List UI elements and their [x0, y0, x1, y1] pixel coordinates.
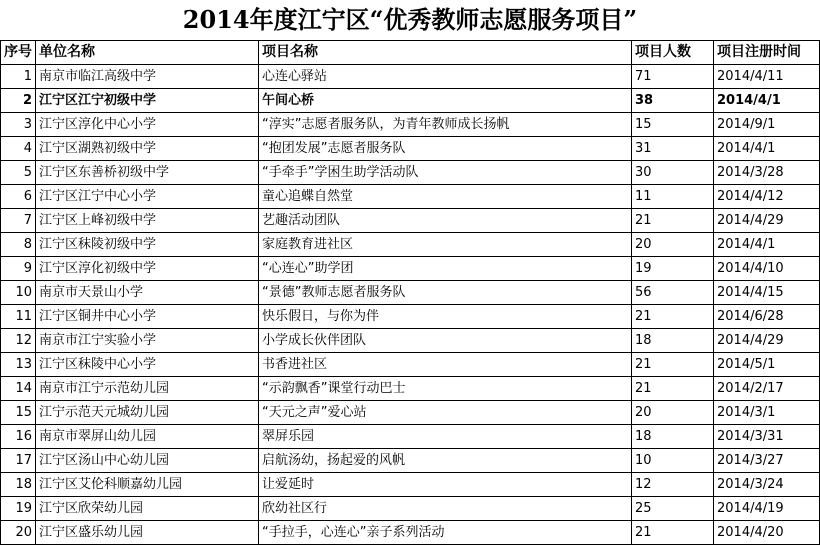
cell-count[interactable]: 20 — [632, 233, 714, 257]
table-row — [1, 353, 820, 377]
cell-project[interactable]: “天元之声”爱心站 — [259, 401, 632, 425]
cell-count[interactable]: 21 — [632, 377, 714, 401]
cell-date[interactable]: 2014/3/27 — [714, 449, 820, 473]
cell-unit[interactable]: 江宁区秣陵中心小学 — [36, 353, 259, 377]
cell-index[interactable]: 13 — [1, 353, 36, 377]
cell-date[interactable]: 2014/5/1 — [714, 353, 820, 377]
cell-unit[interactable]: 江宁区江宁初级中学 — [36, 89, 259, 113]
cell-index[interactable]: 20 — [1, 521, 36, 545]
cell-index[interactable]: 14 — [1, 377, 36, 401]
cell-unit[interactable]: 江宁区铜井中心小学 — [36, 305, 259, 329]
header-date[interactable]: 项目注册时间 — [714, 41, 820, 65]
table-row — [1, 281, 820, 305]
cell-date[interactable]: 2014/4/29 — [714, 329, 820, 353]
cell-unit[interactable]: 江宁区淳化中心小学 — [36, 113, 259, 137]
table-row — [1, 305, 820, 329]
cell-unit[interactable]: 江宁区江宁中心小学 — [36, 185, 259, 209]
cell-index[interactable]: 6 — [1, 185, 36, 209]
cell-date[interactable]: 2014/3/1 — [714, 401, 820, 425]
cell-date[interactable]: 2014/4/1 — [714, 233, 820, 257]
cell-unit[interactable]: 江宁区秣陵初级中学 — [36, 233, 259, 257]
projects-table — [0, 40, 820, 545]
cell-count[interactable]: 11 — [632, 185, 714, 209]
cell-count[interactable]: 21 — [632, 209, 714, 233]
table-row — [1, 401, 820, 425]
cell-index[interactable]: 8 — [1, 233, 36, 257]
table-row — [1, 329, 820, 353]
cell-date[interactable]: 2014/4/12 — [714, 185, 820, 209]
cell-unit[interactable]: 南京市江宁实验小学 — [36, 329, 259, 353]
cell-count[interactable]: 38 — [632, 89, 714, 113]
cell-unit[interactable]: 江宁区湖熟初级中学 — [36, 137, 259, 161]
cell-project[interactable]: 午间心桥 — [259, 89, 632, 113]
cell-index[interactable]: 11 — [1, 305, 36, 329]
cell-project[interactable]: “抱团发展”志愿者服务队 — [259, 137, 632, 161]
header-row — [1, 41, 820, 65]
cell-unit[interactable]: 江宁区盛乐幼儿园 — [36, 521, 259, 545]
cell-date[interactable]: 2014/4/11 — [714, 65, 820, 89]
cell-index[interactable]: 1 — [1, 65, 36, 89]
cell-count[interactable]: 25 — [632, 497, 714, 521]
cell-unit[interactable]: 南京市翠屏山幼儿园 — [36, 425, 259, 449]
cell-project[interactable]: 童心追蝶自然堂 — [259, 185, 632, 209]
cell-date[interactable]: 2014/3/28 — [714, 161, 820, 185]
cell-project[interactable]: 心连心驿站 — [259, 65, 632, 89]
cell-unit[interactable]: 南京市天景山小学 — [36, 281, 259, 305]
cell-project[interactable]: 家庭教育进社区 — [259, 233, 632, 257]
table-row — [1, 113, 820, 137]
cell-project[interactable]: 欣幼社区行 — [259, 497, 632, 521]
cell-date[interactable]: 2014/4/29 — [714, 209, 820, 233]
table-row — [1, 449, 820, 473]
cell-unit[interactable]: 江宁区淳化初级中学 — [36, 257, 259, 281]
cell-index[interactable]: 3 — [1, 113, 36, 137]
table-row — [1, 65, 820, 89]
cell-index[interactable]: 15 — [1, 401, 36, 425]
page-title: 2014年度江宁区“优秀教师志愿服务项目” — [182, 5, 638, 34]
cell-date[interactable]: 2014/4/15 — [714, 281, 820, 305]
table-row — [1, 377, 820, 401]
cell-count[interactable]: 71 — [632, 65, 714, 89]
table-row — [1, 425, 820, 449]
table-row — [1, 233, 820, 257]
cell-unit[interactable]: 江宁区汤山中心幼儿园 — [36, 449, 259, 473]
cell-index[interactable]: 9 — [1, 257, 36, 281]
cell-count[interactable]: 21 — [632, 521, 714, 545]
cell-unit[interactable]: 江宁区欣荣幼儿园 — [36, 497, 259, 521]
cell-count[interactable]: 31 — [632, 137, 714, 161]
table-row — [1, 473, 820, 497]
cell-count[interactable]: 19 — [632, 257, 714, 281]
cell-count[interactable]: 21 — [632, 305, 714, 329]
cell-unit[interactable]: 江宁示范天元城幼儿园 — [36, 401, 259, 425]
cell-date[interactable]: 2014/4/19 — [714, 497, 820, 521]
table-row — [1, 257, 820, 281]
cell-unit[interactable]: 江宁区东善桥初级中学 — [36, 161, 259, 185]
cell-index[interactable]: 16 — [1, 425, 36, 449]
table-row — [1, 89, 820, 113]
cell-date[interactable]: 2014/9/1 — [714, 113, 820, 137]
cell-project[interactable]: 艺趣活动团队 — [259, 209, 632, 233]
cell-date[interactable]: 2014/4/20 — [714, 521, 820, 545]
cell-index[interactable]: 10 — [1, 281, 36, 305]
cell-date[interactable]: 2014/3/24 — [714, 473, 820, 497]
cell-index[interactable]: 12 — [1, 329, 36, 353]
cell-date[interactable]: 2014/4/10 — [714, 257, 820, 281]
cell-project[interactable]: 快乐假日，与你为伴 — [259, 305, 632, 329]
cell-date[interactable]: 2014/2/17 — [714, 377, 820, 401]
cell-project[interactable]: 翠屏乐园 — [259, 425, 632, 449]
table-row — [1, 497, 820, 521]
header-count[interactable]: 项目人数 — [632, 41, 714, 65]
cell-index[interactable]: 2 — [1, 89, 36, 113]
cell-date[interactable]: 2014/3/31 — [714, 425, 820, 449]
cell-index[interactable]: 7 — [1, 209, 36, 233]
cell-project[interactable]: “淳实”志愿者服务队，为青年教师成长扬帆 — [259, 113, 632, 137]
header-unit[interactable]: 单位名称 — [36, 41, 259, 65]
cell-project[interactable]: “景德”教师志愿者服务队 — [259, 281, 632, 305]
table-row — [1, 161, 820, 185]
cell-date[interactable]: 2014/4/1 — [714, 89, 820, 113]
cell-count[interactable]: 20 — [632, 401, 714, 425]
cell-count[interactable]: 18 — [632, 329, 714, 353]
cell-index[interactable]: 4 — [1, 137, 36, 161]
cell-date[interactable]: 2014/4/1 — [714, 137, 820, 161]
table-row — [1, 185, 820, 209]
cell-count[interactable]: 10 — [632, 449, 714, 473]
header-project[interactable]: 项目名称 — [259, 41, 632, 65]
cell-project[interactable]: “心连心”助学团 — [259, 257, 632, 281]
cell-count[interactable]: 56 — [632, 281, 714, 305]
cell-project[interactable]: “手牵手”学困生助学活动队 — [259, 161, 632, 185]
cell-index[interactable]: 18 — [1, 473, 36, 497]
cell-count[interactable]: 12 — [632, 473, 714, 497]
cell-unit[interactable]: 南京市江宁示范幼儿园 — [36, 377, 259, 401]
cell-count[interactable]: 21 — [632, 353, 714, 377]
header-index[interactable]: 序号 — [1, 41, 36, 65]
cell-unit[interactable]: 江宁区上峰初级中学 — [36, 209, 259, 233]
cell-unit[interactable]: 江宁区艾伦科顺嘉幼儿园 — [36, 473, 259, 497]
cell-project[interactable]: “手拉手，心连心”亲子系列活动 — [259, 521, 632, 545]
cell-project[interactable]: 书香进社区 — [259, 353, 632, 377]
cell-unit[interactable]: 南京市临江高级中学 — [36, 65, 259, 89]
table-row — [1, 209, 820, 233]
cell-count[interactable]: 15 — [632, 113, 714, 137]
cell-project[interactable]: 小学成长伙伴团队 — [259, 329, 632, 353]
table-row — [1, 137, 820, 161]
cell-index[interactable]: 19 — [1, 497, 36, 521]
cell-date[interactable]: 2014/6/28 — [714, 305, 820, 329]
cell-project[interactable]: “示韵飘香”课堂行动巴士 — [259, 377, 632, 401]
cell-project[interactable]: 启航汤幼，扬起爱的风帆 — [259, 449, 632, 473]
cell-project[interactable]: 让爱延时 — [259, 473, 632, 497]
cell-count[interactable]: 18 — [632, 425, 714, 449]
cell-index[interactable]: 5 — [1, 161, 36, 185]
cell-count[interactable]: 30 — [632, 161, 714, 185]
cell-index[interactable]: 17 — [1, 449, 36, 473]
table-row — [1, 521, 820, 545]
